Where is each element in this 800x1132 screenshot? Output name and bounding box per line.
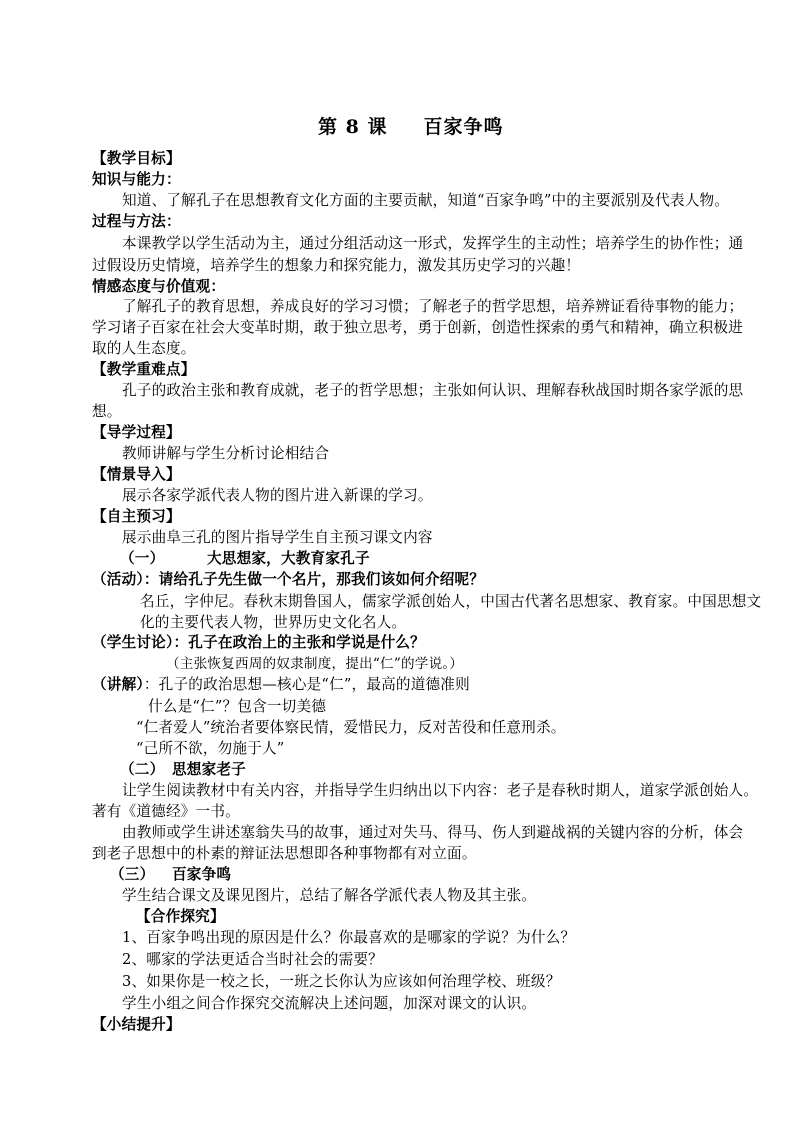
section-3-number: （三） <box>110 866 155 883</box>
section-3-title: 百家争鸣 <box>172 866 232 883</box>
cooperation-question-2: 2、哪家的学法更适合当时社会的需要？ <box>122 951 383 968</box>
lecture-label: （讲解） <box>92 676 144 693</box>
attitude-line-1: 了解孔子的教育思想，养成良好的学习习惯；了解老子的哲学思想，培养辨证看待事物的能力； <box>122 298 744 315</box>
guide-heading: 【导学过程】 <box>92 424 181 441</box>
cooperation-question-3: 3、如果你是一校之长，一班之长你认为应该如何治理学校、班级？ <box>122 973 561 990</box>
objectives-heading: 【教学目标】 <box>92 150 181 167</box>
section-2-title: 思想家老子 <box>172 761 246 778</box>
guide-text: 教师讲解与学生分析讨论相结合 <box>122 445 330 462</box>
lecture-point-2: “仁者爱人”统治者要体察民情，爱惜民力，反对苦役和任意刑杀。 <box>136 719 566 736</box>
page-title <box>318 117 503 137</box>
intro-text: 展示各家学派代表人物的图片进入新课的学习。 <box>122 487 433 504</box>
activity-question: （活动）：请给孔子先生做一个名片，那我们该如何介绍呢？ <box>92 571 485 588</box>
lecture-text: ：孔子的政治思想—核心是“仁”，最高的道德准则 <box>143 676 470 693</box>
lesson-name: 百家争鸣 <box>423 116 504 138</box>
section-2-p2-line-2: 到老子思想中的朴素的辩证法思想即各种事物都有对立面。 <box>92 845 477 862</box>
lesson-number: 第 8 课 <box>318 116 388 138</box>
discussion-answer: （主张恢复西周的奴隶制度，提出“仁”的学说。） <box>166 656 464 672</box>
knowledge-text: 知道、了解孔子在思想教育文化方面的主要贡献，知道“百家争鸣”中的主要派别及代表人物。 <box>122 192 730 209</box>
cooperation-summary: 学生小组之间合作探究交流解决上述问题，加深对课文的认识。 <box>122 995 537 1012</box>
process-label: 过程与方法： <box>92 213 181 230</box>
conclusion-heading: 【小结提升】 <box>92 1016 181 1033</box>
section-2-p2-line-1: 由教师或学生讲述塞翁失马的故事，通过对失马、得马、伤人到避战祸的关键内容的分析，体会 <box>122 824 744 841</box>
lecture-point-1: 什么是“仁”？包含一切美德 <box>148 698 327 715</box>
section-2-p1-line-1: 让学生阅读教材中有关内容，并指导学生归纳出以下内容：老子是春秋时期人，道家学派创始人。 <box>122 782 759 799</box>
cooperation-heading: 【合作探究】 <box>136 908 225 925</box>
preview-text: 展示曲阜三孔的图片指导学生自主预习课文内容 <box>122 529 433 546</box>
attitude-line-3: 取的人生态度。 <box>92 340 196 357</box>
key-points-line-2: 想。 <box>92 403 122 420</box>
intro-heading: 【情景导入】 <box>92 466 181 483</box>
key-points-line-1: 孔子的政治主张和教育成就，老子的哲学思想；主张如何认识、理解春秋战国时期各家学派的思 <box>122 382 744 399</box>
knowledge-label: 知识与能力： <box>92 171 181 188</box>
preview-heading: 【自主预习】 <box>92 508 181 525</box>
attitude-label: 情感态度与价值观： <box>92 278 226 295</box>
lecture-point-3: “己所不欲，勿施于人” <box>136 740 285 757</box>
lecture-line <box>92 675 470 695</box>
key-points-heading: 【教学重难点】 <box>92 361 196 378</box>
cooperation-question-1: 1、百家争鸣出现的原因是什么？你最喜欢的是哪家的学说？为什么？ <box>122 929 576 946</box>
section-1-number: （一） <box>120 550 165 567</box>
process-line-1: 本课教学以学生活动为主，通过分组活动这一形式，发挥学生的主动性；培养学生的协作性；通 <box>122 235 744 252</box>
discussion-question: （学生讨论）：孔子在政治上的主张和学说是什么？ <box>92 634 425 651</box>
activity-answer-line-1: 名丘，字仲尼。春秋末期鲁国人，儒家学派创始人，中国古代著名思想家、教育家。中国思想文 <box>140 593 762 610</box>
section-2-p1-line-2: 著有《道德经》一书。 <box>92 803 240 820</box>
section-3-text: 学生结合课文及课见图片，总结了解各学派代表人物及其主张。 <box>122 887 537 904</box>
section-2-number: （二） <box>120 761 165 778</box>
attitude-line-2: 学习诸子百家在社会大变革时期，敢于独立思考，勇于创新，创造性探索的勇气和精神，确立积极进 <box>92 319 743 336</box>
activity-answer-line-2: 化的主要代表人物，世界历史文化名人。 <box>140 614 407 631</box>
process-line-2: 过假设历史情境，培养学生的想象力和探究能力，激发其历史学习的兴趣！ <box>92 257 581 274</box>
section-1-title: 大思想家，大教育家孔子 <box>207 550 370 567</box>
